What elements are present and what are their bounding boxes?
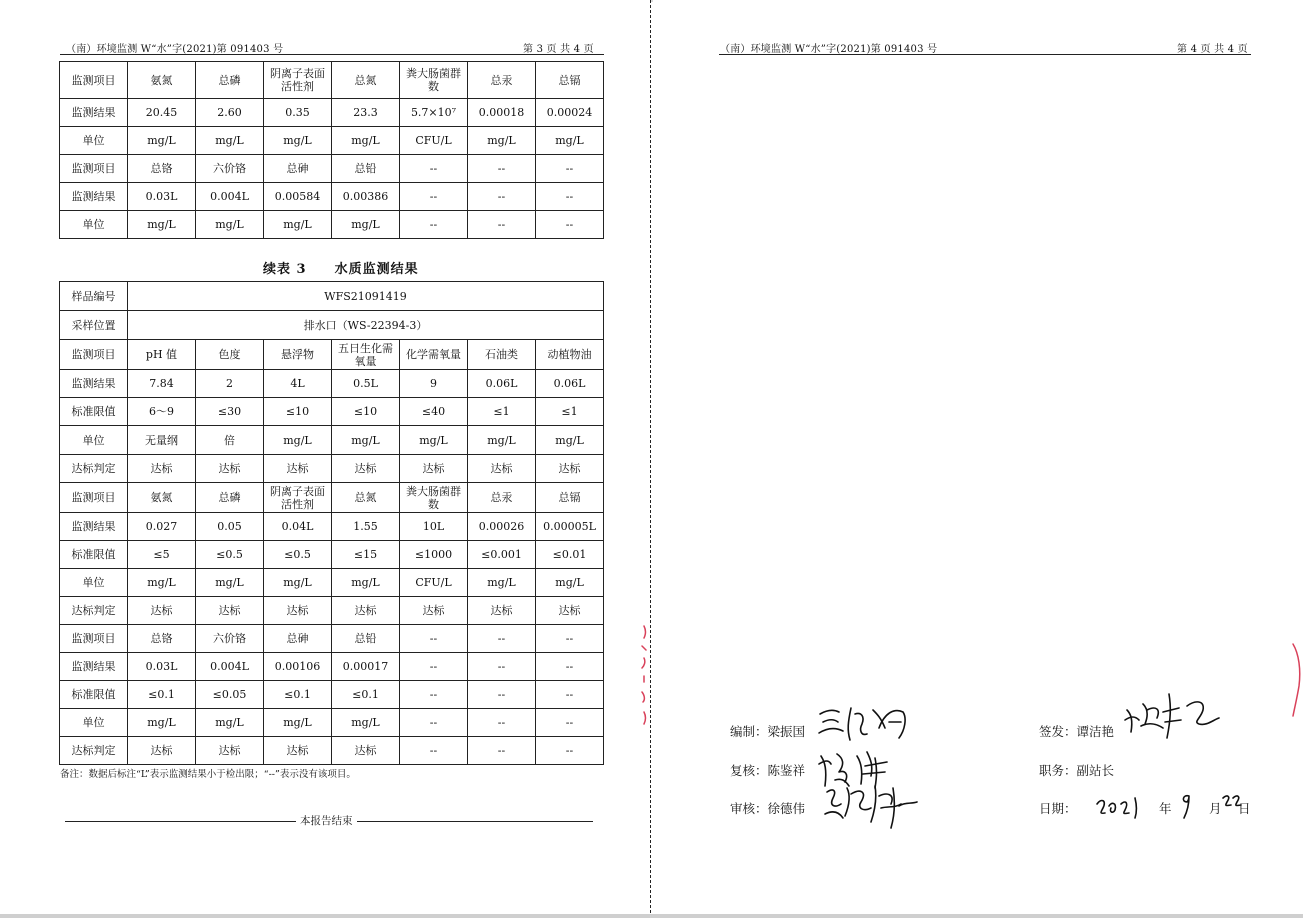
value-cell: 达标 bbox=[332, 455, 400, 483]
value-cell: -- bbox=[400, 709, 468, 737]
value-cell: 23.3 bbox=[332, 99, 400, 127]
row-label-cell: 监测项目 bbox=[60, 155, 128, 183]
value-cell: 总铅 bbox=[332, 625, 400, 653]
value-cell: 0.00017 bbox=[332, 653, 400, 681]
month-unit: 月 bbox=[1209, 801, 1222, 816]
value-cell: 达标 bbox=[332, 737, 400, 765]
value-cell: pH 值 bbox=[128, 340, 196, 370]
value-cell: 0.35 bbox=[264, 99, 332, 127]
value-cell: -- bbox=[400, 625, 468, 653]
value-cell: mg/L bbox=[332, 569, 400, 597]
report-number: （南）环境监测 W“水”字(2021)第 091403 号 bbox=[720, 44, 938, 55]
value-cell: ≤0.1 bbox=[128, 681, 196, 709]
value-cell: ≤0.1 bbox=[332, 681, 400, 709]
value-cell: mg/L bbox=[128, 709, 196, 737]
value-cell: 化学需氧量 bbox=[400, 340, 468, 370]
value-cell: -- bbox=[536, 737, 604, 765]
value-cell: -- bbox=[400, 737, 468, 765]
value-cell: CFU/L bbox=[400, 569, 468, 597]
value-cell: 4L bbox=[264, 370, 332, 398]
value-cell: 0.00106 bbox=[264, 653, 332, 681]
table-row bbox=[60, 513, 604, 541]
value-cell: -- bbox=[536, 681, 604, 709]
value-cell: 达标 bbox=[196, 455, 264, 483]
row-label-cell: 单位 bbox=[60, 127, 128, 155]
value-cell: mg/L bbox=[196, 709, 264, 737]
sample-number-label: 样品编号 bbox=[60, 282, 128, 311]
value-cell: 9 bbox=[400, 370, 468, 398]
value-cell: ≤1000 bbox=[400, 541, 468, 569]
value-cell: ≤5 bbox=[128, 541, 196, 569]
value-cell: -- bbox=[468, 211, 536, 239]
table-row bbox=[60, 455, 604, 483]
row-label-cell: 单位 bbox=[60, 426, 128, 455]
auditor-signature bbox=[821, 778, 921, 832]
water-quality-results-table bbox=[59, 281, 604, 765]
value-cell: -- bbox=[468, 737, 536, 765]
date-year-handwritten bbox=[1095, 794, 1151, 820]
value-cell: mg/L bbox=[196, 569, 264, 597]
value-cell: 7.84 bbox=[128, 370, 196, 398]
value-cell: -- bbox=[400, 183, 468, 211]
value-cell: 0.03L bbox=[128, 183, 196, 211]
table-title: 续表 3 水质监测结果 bbox=[263, 262, 419, 277]
value-cell: ≤30 bbox=[196, 398, 264, 426]
table-row bbox=[60, 211, 604, 239]
year-unit: 年 bbox=[1159, 801, 1172, 816]
value-cell: 达标 bbox=[128, 737, 196, 765]
value-cell: ≤0.001 bbox=[468, 541, 536, 569]
value-cell: mg/L bbox=[264, 426, 332, 455]
value-cell: 0.03L bbox=[128, 653, 196, 681]
value-cell: mg/L bbox=[264, 211, 332, 239]
value-cell: mg/L bbox=[128, 569, 196, 597]
value-cell: ≤0.01 bbox=[536, 541, 604, 569]
row-label-cell: 监测项目 bbox=[60, 340, 128, 370]
seal-fragment-right bbox=[1287, 640, 1303, 720]
value-cell: 0.00024 bbox=[536, 99, 604, 127]
value-cell: 5.7×10⁷ bbox=[400, 99, 468, 127]
row-label-cell: 单位 bbox=[60, 709, 128, 737]
value-cell: 10L bbox=[400, 513, 468, 541]
value-cell: 0.027 bbox=[128, 513, 196, 541]
report-end-label: 本报告结束 bbox=[296, 813, 357, 828]
value-cell: 达标 bbox=[400, 597, 468, 625]
value-cell: 0.00584 bbox=[264, 183, 332, 211]
table-row bbox=[60, 183, 604, 211]
row-label-cell: 监测项目 bbox=[60, 625, 128, 653]
value-cell: mg/L bbox=[468, 426, 536, 455]
value-cell: 阴离子表面 活性剂 bbox=[264, 483, 332, 513]
row-label-cell: 标准限值 bbox=[60, 398, 128, 426]
value-cell: 总铬 bbox=[128, 625, 196, 653]
page-bottom-edge bbox=[0, 914, 1303, 918]
table-row bbox=[60, 370, 604, 398]
value-cell: 阴离子表面 活性剂 bbox=[264, 62, 332, 99]
row-label-cell: 标准限值 bbox=[60, 681, 128, 709]
seal-fragment-left bbox=[636, 622, 650, 728]
value-cell: -- bbox=[536, 183, 604, 211]
value-cell: -- bbox=[400, 653, 468, 681]
table-row bbox=[60, 569, 604, 597]
table-row bbox=[60, 398, 604, 426]
value-cell: 总砷 bbox=[264, 155, 332, 183]
value-cell: 2.60 bbox=[196, 99, 264, 127]
value-cell: -- bbox=[536, 625, 604, 653]
value-cell: 2 bbox=[196, 370, 264, 398]
value-cell: 达标 bbox=[536, 455, 604, 483]
value-cell: 0.05 bbox=[196, 513, 264, 541]
value-cell: -- bbox=[536, 653, 604, 681]
table-row bbox=[60, 541, 604, 569]
value-cell: 6～9 bbox=[128, 398, 196, 426]
value-cell: mg/L bbox=[332, 211, 400, 239]
position-label: 职务：副站长 bbox=[1039, 763, 1115, 778]
row-label-cell: 监测项目 bbox=[60, 62, 128, 99]
value-cell: 0.00386 bbox=[332, 183, 400, 211]
value-cell: ≤1 bbox=[468, 398, 536, 426]
row-label-cell: 监测结果 bbox=[60, 183, 128, 211]
value-cell: ≤0.5 bbox=[196, 541, 264, 569]
value-cell: mg/L bbox=[332, 426, 400, 455]
value-cell: 粪大肠菌群 数 bbox=[400, 483, 468, 513]
row-label-cell: 标准限值 bbox=[60, 541, 128, 569]
value-cell: 达标 bbox=[264, 455, 332, 483]
value-cell: mg/L bbox=[264, 709, 332, 737]
value-cell: mg/L bbox=[196, 127, 264, 155]
value-cell: -- bbox=[536, 709, 604, 737]
value-cell: 0.00026 bbox=[468, 513, 536, 541]
editor-signature bbox=[815, 700, 915, 745]
value-cell: ≤0.5 bbox=[264, 541, 332, 569]
value-cell: -- bbox=[468, 625, 536, 653]
value-cell: 达标 bbox=[536, 597, 604, 625]
value-cell: 达标 bbox=[332, 597, 400, 625]
issuer-signature bbox=[1123, 690, 1223, 742]
value-cell: 悬浮物 bbox=[264, 340, 332, 370]
sampling-location-row bbox=[60, 311, 604, 340]
value-cell: mg/L bbox=[332, 709, 400, 737]
value-cell: 总镉 bbox=[536, 483, 604, 513]
header-rule bbox=[719, 54, 1251, 55]
sample-number-row bbox=[60, 282, 604, 311]
row-label-cell: 单位 bbox=[60, 569, 128, 597]
value-cell: 0.00005L bbox=[536, 513, 604, 541]
value-cell: 总汞 bbox=[468, 62, 536, 99]
table-note: 备注：数据后标注“L”表示监测结果小于检出限；“--”表示没有该项目。 bbox=[60, 769, 356, 780]
value-cell: mg/L bbox=[264, 569, 332, 597]
sampling-location-label: 采样位置 bbox=[60, 311, 128, 340]
value-cell: 总铅 bbox=[332, 155, 400, 183]
report-number: （南）环境监测 W“水”字(2021)第 091403 号 bbox=[66, 44, 284, 55]
value-cell: 氨氮 bbox=[128, 62, 196, 99]
date-month-handwritten bbox=[1179, 790, 1193, 820]
auditor-label: 审核：徐德伟 bbox=[730, 801, 806, 816]
value-cell: ≤10 bbox=[264, 398, 332, 426]
day-unit: 日 bbox=[1238, 801, 1251, 816]
value-cell: 0.5L bbox=[332, 370, 400, 398]
value-cell: 0.004L bbox=[196, 183, 264, 211]
row-label-cell: 监测项目 bbox=[60, 483, 128, 513]
value-cell: -- bbox=[400, 211, 468, 239]
value-cell: -- bbox=[468, 183, 536, 211]
value-cell: ≤15 bbox=[332, 541, 400, 569]
page-number: 第 3 页 共 4 页 bbox=[523, 44, 594, 55]
editor-label: 编制：梁振国 bbox=[730, 724, 806, 739]
value-cell: mg/L bbox=[264, 127, 332, 155]
page-number: 第 4 页 共 4 页 bbox=[1177, 44, 1248, 55]
table-row bbox=[60, 99, 604, 127]
value-cell: 无量纲 bbox=[128, 426, 196, 455]
row-label-cell: 达标判定 bbox=[60, 455, 128, 483]
value-cell: ≤1 bbox=[536, 398, 604, 426]
row-label-cell: 监测结果 bbox=[60, 513, 128, 541]
value-cell: 达标 bbox=[400, 455, 468, 483]
value-cell: 达标 bbox=[196, 597, 264, 625]
report-page-3 bbox=[0, 0, 650, 918]
sampling-location-value: 排水口（WS-22394-3） bbox=[128, 311, 604, 340]
value-cell: mg/L bbox=[128, 211, 196, 239]
value-cell: -- bbox=[468, 653, 536, 681]
value-cell: 0.00018 bbox=[468, 99, 536, 127]
date-label: 日期： bbox=[1039, 801, 1077, 816]
value-cell: 总氮 bbox=[332, 483, 400, 513]
value-cell: 达标 bbox=[264, 597, 332, 625]
results-table-continued bbox=[59, 61, 604, 239]
value-cell: 20.45 bbox=[128, 99, 196, 127]
header-rule bbox=[60, 54, 604, 55]
value-cell: -- bbox=[468, 681, 536, 709]
value-cell: 达标 bbox=[196, 737, 264, 765]
value-cell: 0.06L bbox=[468, 370, 536, 398]
row-label-cell: 单位 bbox=[60, 211, 128, 239]
value-cell: mg/L bbox=[468, 569, 536, 597]
value-cell: 总砷 bbox=[264, 625, 332, 653]
value-cell: -- bbox=[468, 709, 536, 737]
value-cell: 六价铬 bbox=[196, 155, 264, 183]
row-label-cell: 达标判定 bbox=[60, 597, 128, 625]
report-page-4 bbox=[653, 0, 1303, 918]
value-cell: 总磷 bbox=[196, 62, 264, 99]
value-cell: 粪大肠菌群 数 bbox=[400, 62, 468, 99]
value-cell: 倍 bbox=[196, 426, 264, 455]
value-cell: ≤40 bbox=[400, 398, 468, 426]
value-cell: 达标 bbox=[468, 455, 536, 483]
row-label-cell: 监测结果 bbox=[60, 653, 128, 681]
value-cell: CFU/L bbox=[400, 127, 468, 155]
value-cell: 达标 bbox=[128, 597, 196, 625]
value-cell: mg/L bbox=[536, 569, 604, 597]
value-cell: mg/L bbox=[536, 127, 604, 155]
value-cell: mg/L bbox=[468, 127, 536, 155]
row-label-cell: 达标判定 bbox=[60, 737, 128, 765]
value-cell: 0.004L bbox=[196, 653, 264, 681]
table-row bbox=[60, 155, 604, 183]
value-cell: 总镉 bbox=[536, 62, 604, 99]
value-cell: 1.55 bbox=[332, 513, 400, 541]
table-row bbox=[60, 483, 604, 513]
value-cell: 总铬 bbox=[128, 155, 196, 183]
value-cell: -- bbox=[536, 211, 604, 239]
issuer-label: 签发：谭洁艳 bbox=[1039, 724, 1115, 739]
table-row bbox=[60, 127, 604, 155]
value-cell: ≤0.1 bbox=[264, 681, 332, 709]
value-cell: 总汞 bbox=[468, 483, 536, 513]
value-cell: 总氮 bbox=[332, 62, 400, 99]
table-row bbox=[60, 681, 604, 709]
value-cell: mg/L bbox=[196, 211, 264, 239]
table-row bbox=[60, 653, 604, 681]
value-cell: -- bbox=[536, 155, 604, 183]
value-cell: -- bbox=[400, 681, 468, 709]
value-cell: ≤10 bbox=[332, 398, 400, 426]
value-cell: 达标 bbox=[468, 597, 536, 625]
value-cell: 达标 bbox=[264, 737, 332, 765]
value-cell: mg/L bbox=[400, 426, 468, 455]
page-divider bbox=[650, 0, 651, 918]
sample-number-value: WFS21091419 bbox=[128, 282, 604, 311]
value-cell: 色度 bbox=[196, 340, 264, 370]
row-label-cell: 监测结果 bbox=[60, 370, 128, 398]
table-row bbox=[60, 737, 604, 765]
value-cell: mg/L bbox=[128, 127, 196, 155]
value-cell: 氨氮 bbox=[128, 483, 196, 513]
value-cell: mg/L bbox=[332, 127, 400, 155]
table-row bbox=[60, 426, 604, 455]
table-row bbox=[60, 340, 604, 370]
value-cell: ≤0.05 bbox=[196, 681, 264, 709]
value-cell: mg/L bbox=[536, 426, 604, 455]
value-cell: 动植物油 bbox=[536, 340, 604, 370]
value-cell: -- bbox=[400, 155, 468, 183]
reviewer-label: 复核：陈鉴祥 bbox=[730, 763, 806, 778]
value-cell: 0.04L bbox=[264, 513, 332, 541]
value-cell: 达标 bbox=[128, 455, 196, 483]
value-cell: 五日生化需 氧量 bbox=[332, 340, 400, 370]
table-row bbox=[60, 597, 604, 625]
table-row bbox=[60, 625, 604, 653]
table-row bbox=[60, 709, 604, 737]
value-cell: 石油类 bbox=[468, 340, 536, 370]
value-cell: 总磷 bbox=[196, 483, 264, 513]
value-cell: 六价铬 bbox=[196, 625, 264, 653]
value-cell: 0.06L bbox=[536, 370, 604, 398]
table-row bbox=[60, 62, 604, 99]
value-cell: -- bbox=[468, 155, 536, 183]
row-label-cell: 监测结果 bbox=[60, 99, 128, 127]
